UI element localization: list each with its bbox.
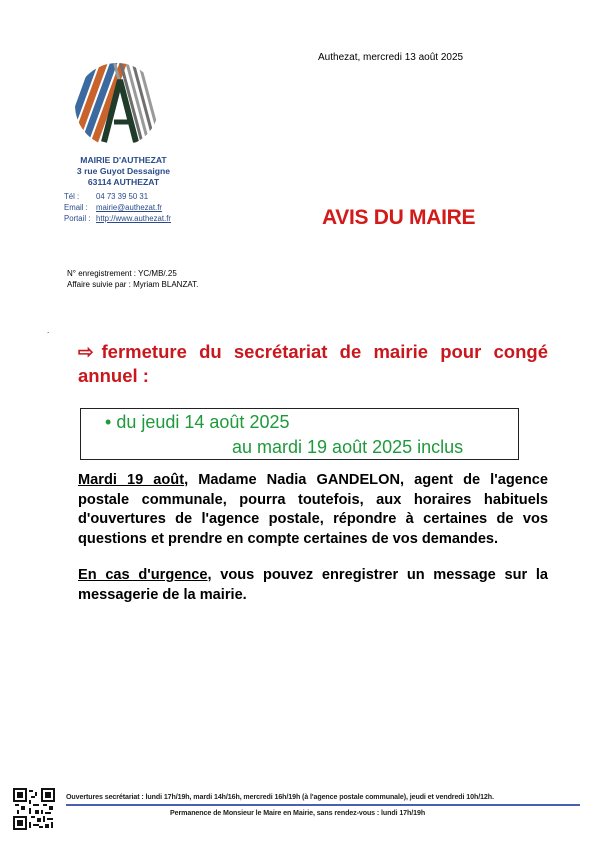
paragraph1-text: , Madame Nadia GANDELON, agent de l'agence postale communale, pourra toutefois, aux horaires habituels d'ouvertures de l'agence postale, répondre à certaines de vos questions et prendre en compte certaines de vos demandes. [78, 472, 548, 547]
footer-permanence: Permanence de Monsieur le Maire en Mairie, sans rendez-vous : lundi 17h/19h [170, 809, 426, 817]
mairie-address-block [56, 155, 191, 188]
footer-divider [66, 804, 580, 806]
registration-meta [67, 268, 198, 290]
phone-value: 04 73 39 50 31 [96, 192, 149, 201]
mairie-street: 3 rue Guyot Dessaigne [76, 166, 171, 176]
closure-headline [78, 340, 548, 388]
registration-number: N° enregistrement : YC/MB/.25 [67, 269, 177, 278]
footer-opening-hours: Ouvertures secrétariat : lundi 17h/19h, mardi 14h/16h, mercredi 16h/19h (à l'agence postale communale), jeudi et vendredi 10h/12h. [66, 793, 494, 801]
bullet-icon: • [105, 412, 112, 432]
phone-label: Tél : [64, 192, 80, 201]
date-line: Authezat, mercredi 13 août 2025 [318, 52, 464, 63]
handled-by: Affaire suivie par : Myriam BLANZAT. [67, 280, 199, 289]
mairie-city: 63114 AUTHEZAT [87, 177, 160, 187]
date-from-text: du jeudi 14 août 2025 [116, 412, 290, 432]
qr-code-icon [13, 788, 55, 830]
stray-mark: . [47, 326, 50, 335]
mairie-authezat-logo-icon [74, 62, 160, 148]
date-to: au mardi 19 août 2025 inclus [232, 437, 464, 457]
paragraph-urgency [78, 566, 548, 605]
paragraph2-text: , vous pouvez enregistrer un message sur la messagerie de la mairie. [78, 567, 549, 603]
email-label: Email : [64, 203, 88, 212]
paragraph1-lead: Mardi 19 août [78, 472, 185, 488]
paragraph-postal-agent [78, 471, 548, 549]
headline-text: fermeture du secrétariat de mairie pour congé annuel : [78, 341, 548, 386]
paragraph2-lead: En cas d'urgence [78, 567, 208, 583]
page-title: AVIS DU MAIRE [322, 206, 476, 229]
portal-label: Portail : [64, 214, 91, 223]
portal-link[interactable]: http://www.authezat.fr [96, 214, 171, 223]
date-from [105, 412, 289, 433]
mairie-name: MAIRIE D'AUTHEZAT [80, 155, 167, 165]
right-arrow-icon: ⇨ [78, 341, 94, 362]
contact-block [64, 191, 171, 224]
email-link[interactable]: mairie@authezat.fr [96, 203, 162, 212]
